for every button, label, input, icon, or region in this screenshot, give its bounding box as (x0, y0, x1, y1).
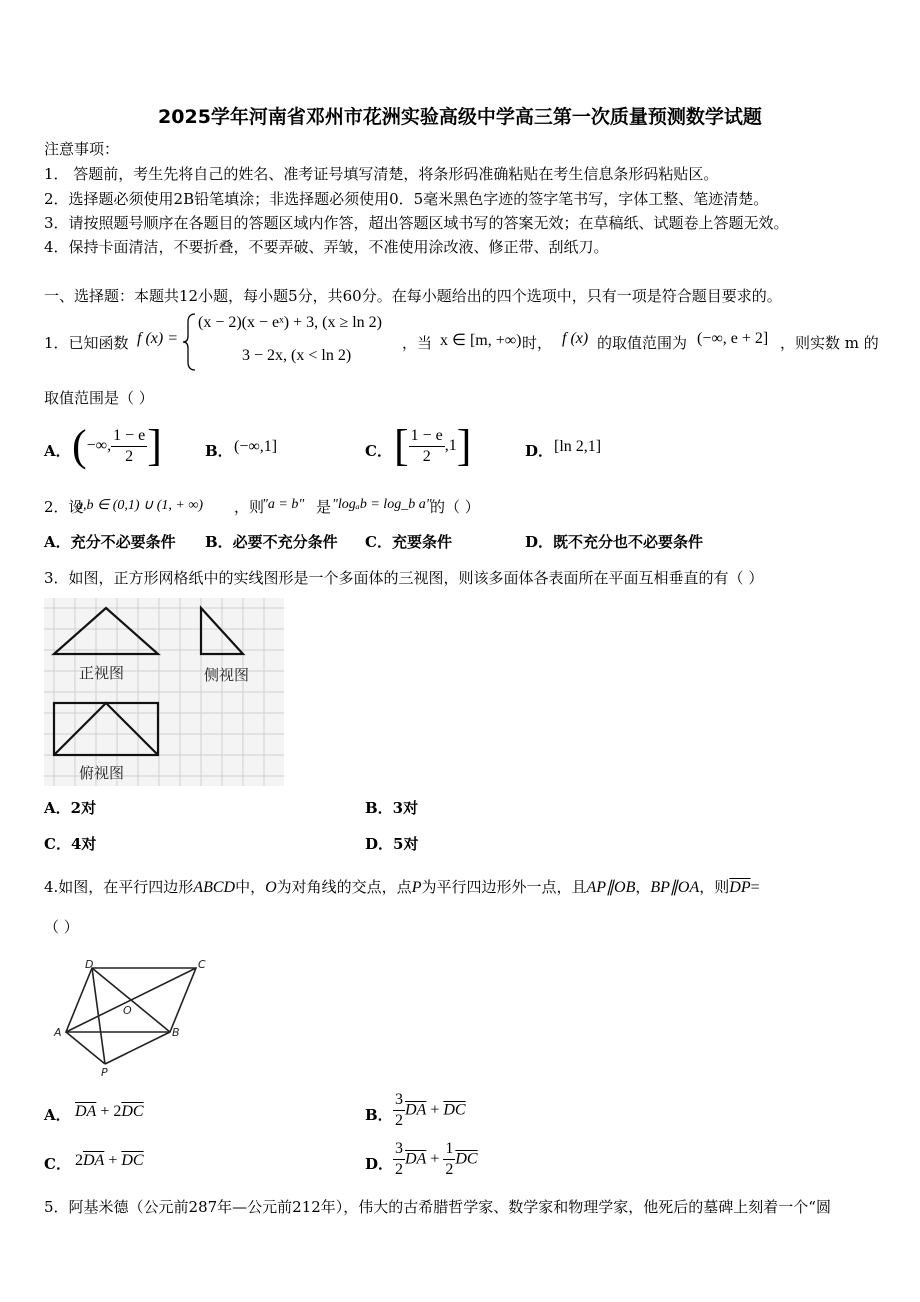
q2-math3: "logₐb = log_b a" (332, 497, 432, 512)
q1-cond: x ∈ [m, +∞) (440, 332, 522, 349)
q4-option-c: $2\overline{DA} + \overline{DC}$ (75, 1152, 144, 1169)
label-d: D (85, 958, 94, 971)
q2-prefix: 2．设 (44, 498, 84, 516)
q1-case2: 3 − 2x, (x < ln 2) (242, 347, 352, 364)
q4-option-b: $\frac{3}{2}$ $\overline{DA} + \overline{DC}$ (395, 1091, 466, 1129)
page-title: 2025学年河南省邓州市花洲实验高级中学高三第一次质量预测数学试题 (158, 106, 762, 128)
q2-tail: 的（ ） (430, 498, 480, 516)
q1-mid: ，当 (402, 334, 433, 352)
q3-option-a: A．2对 (44, 799, 97, 817)
q2-mid2: 是 (316, 498, 332, 516)
top-view-label: 俯视图 (79, 764, 125, 782)
notice-heading: 注意事项： (44, 140, 120, 158)
q4-option-b-label: B． (365, 1106, 393, 1124)
front-view-label: 正视图 (79, 664, 125, 682)
parallelogram-figure (44, 952, 214, 1082)
q4-option-d: $\frac{3}{2}$ $\overline{DA}$ + $\frac{1}{2}$ $\overline{DC}$ (395, 1140, 478, 1178)
q2-math2: "a = b" (262, 497, 305, 512)
diagonal-db (92, 968, 170, 1032)
segment-ap (66, 1032, 105, 1064)
q4-line2: （ ） (44, 918, 79, 936)
q4-option-c-label: C． (44, 1155, 71, 1173)
q3-option-b: B．3对 (365, 799, 419, 817)
q2-option-d: D．既不充分也不必要条件 (525, 533, 704, 551)
q5-text: 5．阿基米德（公元前287年—公元前212年），伟大的古希腊哲学家、数学家和物理学家，他死后的墓碑上刻着一个“圆 (44, 1198, 831, 1216)
q1-mid2: 时， (522, 334, 553, 352)
segment-bp (105, 1032, 170, 1064)
notice-item-2: 2．选择题必须使用2B铅笔填涂；非选择题必须使用0．5毫米黑色字迹的签字笔书写，字体工整、笔迹清楚。 (44, 190, 769, 208)
q4-line1: 4.如图，在平行四边形ABCD中，O为对角线的交点，点P为平行四边形外一点，且AP∥OB，BP∥OA，则$\overline{DP}=$ (44, 878, 760, 896)
q1-option-d: [ln 2,1] (554, 438, 602, 455)
label-o: O (123, 1004, 132, 1017)
q1-option-b-label: B． (205, 442, 233, 460)
q1-line2: 取值范围是（ ） (44, 389, 154, 407)
segment-dp (92, 968, 105, 1064)
q1-option-b: (−∞,1] (234, 438, 278, 455)
q3-option-d: D．5对 (365, 835, 419, 853)
q1-option-c-label: C． (365, 442, 392, 460)
q2-option-a: A．充分不必要条件 (44, 533, 176, 551)
q1-case1: (x − 2)(x − eˣ) + 3, (x ≥ ln 2) (198, 314, 382, 331)
notice-item-4: 4．保持卡面清洁，不要折叠，不要弄破、弄皱，不准使用涂改液、修正带、刮纸刀。 (44, 238, 609, 256)
q1-tail: ，则实数 m 的 (780, 334, 879, 352)
q2-math1: a,b ∈ (0,1) ∪ (1, + ∞) (76, 498, 204, 513)
label-p: P (101, 1066, 108, 1079)
section-heading: 一、选择题：本题共12小题，每小题5分，共60分。在每小题给出的四个选项中，只有一项是符合题目要求的。 (44, 287, 782, 305)
q1-brace (182, 312, 198, 372)
q2-mid: ，则 (234, 498, 265, 516)
q4-option-d-label: D． (365, 1155, 394, 1173)
label-b: B (172, 1026, 180, 1039)
q4-option-a-label: A． (44, 1106, 71, 1124)
q1-fx: f (x) = (137, 330, 178, 347)
q3-text: 3．如图，正方形网格纸中的实线图形是一个多面体的三视图，则该多面体各表面所在平面互相垂直的有（ ） (44, 569, 764, 587)
q1-prefix: 1．已知函数 (44, 334, 129, 352)
q2-option-b: B．必要不充分条件 (205, 533, 338, 551)
side-view-label: 侧视图 (204, 666, 250, 684)
label-a: A (54, 1026, 62, 1039)
notice-item-1: 1． 答题前，考生先将自己的姓名、准考证号填写清楚，将条形码准确粘贴在考生信息条形码粘贴区。 (44, 165, 719, 183)
q1-option-a: (−∞, $\frac{1 - e}{2}$ ] (72, 421, 162, 470)
q2-option-c: C．充要条件 (365, 533, 452, 551)
q1-option-c: [ $\frac{1 - e}{2}$ ,1] (394, 421, 472, 470)
q3-option-c: C．4对 (44, 835, 97, 853)
q1-option-a-label: A． (44, 442, 71, 460)
q1-option-d-label: D． (525, 442, 554, 460)
q1-mid3: 的取值范围为 (597, 334, 688, 352)
q4-option-a: $\overline{DA} + 2\overline{DC}$ (75, 1103, 144, 1120)
three-view-figure (44, 598, 284, 786)
q1-range: (−∞, e + 2] (697, 330, 769, 347)
q1-fx2: f (x) (562, 330, 589, 347)
label-c: C (198, 958, 206, 971)
notice-item-3: 3．请按照题号顺序在各题目的答题区域内作答，超出答题区域书写的答案无效；在草稿纸、试题卷上答题无效。 (44, 214, 789, 232)
